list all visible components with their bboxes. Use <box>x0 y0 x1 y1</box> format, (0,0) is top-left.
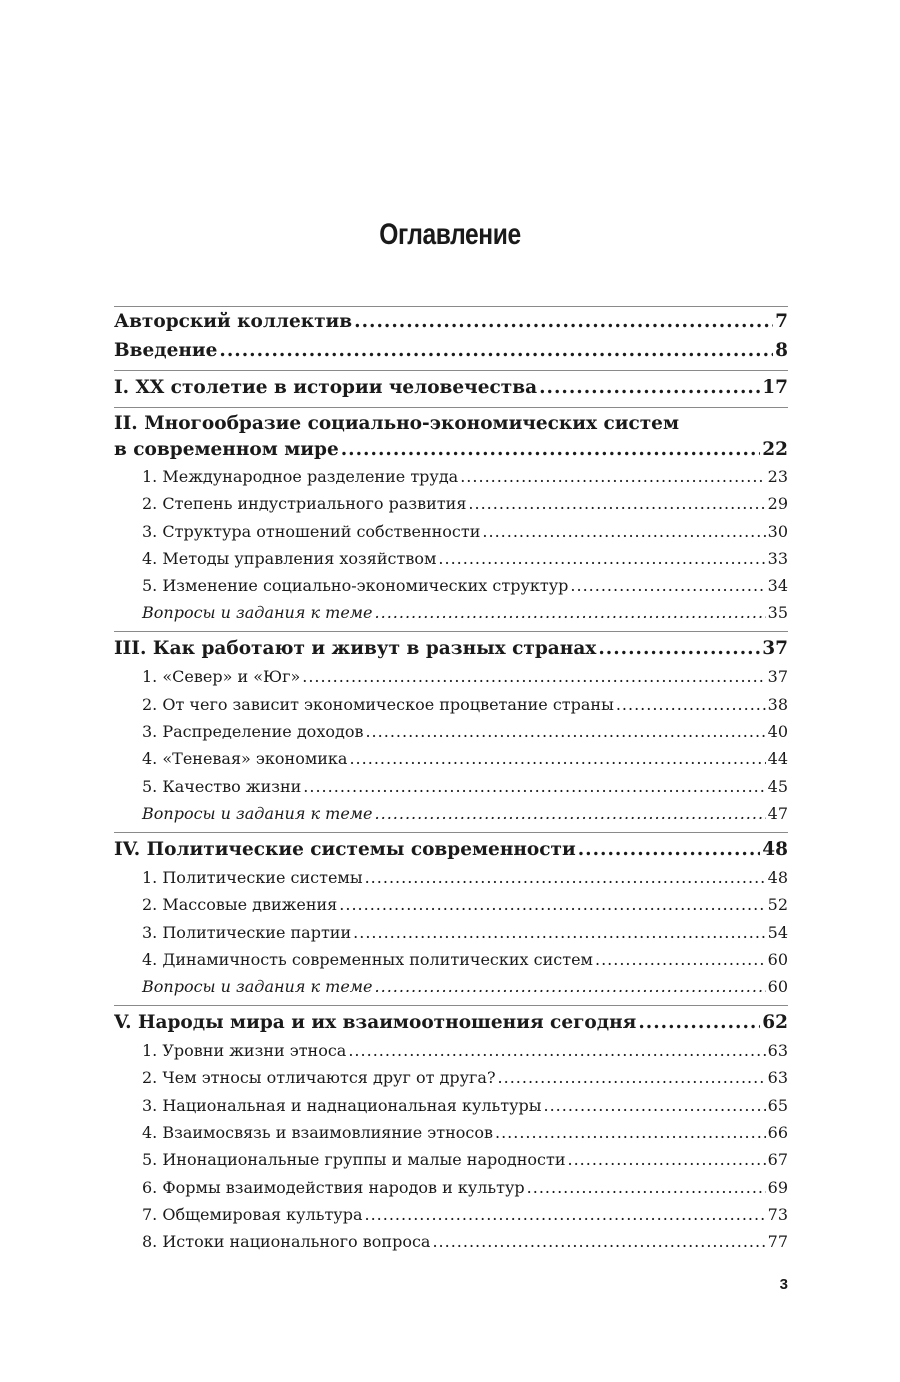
dot-leader <box>365 718 765 745</box>
dot-leader <box>482 518 765 545</box>
toc-chapter-heading[interactable] <box>114 835 788 864</box>
toc-questions-entry[interactable] <box>114 599 788 626</box>
toc-chapter-page: 22 <box>762 439 788 460</box>
toc-subentry-page: 63 <box>767 1068 788 1088</box>
toc-subentry-label: 2. Массовые движения <box>142 895 338 915</box>
toc-subentry-label: 5. Качество жизни <box>142 776 302 796</box>
toc-subentry-page: 37 <box>767 667 788 687</box>
toc-subentry[interactable] <box>114 518 788 545</box>
toc-questions-label: Вопросы и задания к теме <box>142 603 373 623</box>
toc-subentry[interactable] <box>114 864 788 891</box>
toc-chapter-title: V. Народы мира и их взаимоотношения сегодня <box>114 1012 637 1034</box>
toc-entry[interactable] <box>114 307 788 336</box>
toc-subentry[interactable] <box>114 1174 788 1201</box>
dot-leader <box>353 919 766 946</box>
toc-subentry-label: 2. Чем этносы отличаются друг от друга? <box>142 1068 496 1088</box>
toc-subentry-label: 1. Международное разделение труда <box>142 467 459 486</box>
dot-leader <box>438 545 765 572</box>
dot-leader <box>460 463 765 490</box>
dot-leader <box>375 973 766 1000</box>
toc-subentry[interactable] <box>114 891 788 918</box>
toc-entry-label: Авторский коллектив <box>114 311 353 332</box>
toc-front-matter <box>114 306 788 370</box>
toc-questions-page: 60 <box>767 977 788 997</box>
toc-subentry[interactable] <box>114 773 788 800</box>
toc-subentry-page: 23 <box>767 467 788 486</box>
toc-subentry-label: 5. Инонациональные группы и малые народности <box>142 1150 566 1170</box>
dot-leader <box>539 373 760 402</box>
toc-chapter-4 <box>114 832 788 1005</box>
toc-chapter-page: 37 <box>762 638 788 660</box>
toc-subentry[interactable] <box>114 718 788 745</box>
toc-subentry-label: 3. Структура отношений собственности <box>142 521 481 541</box>
toc-subentry[interactable] <box>114 1064 788 1091</box>
dot-leader <box>349 745 765 772</box>
dot-leader <box>616 691 766 718</box>
dot-leader <box>570 572 765 599</box>
page-title: Оглавление <box>379 218 521 251</box>
toc-subentry[interactable] <box>114 490 788 517</box>
toc-subentry-label: 4. Методы управления хозяйством <box>142 548 437 568</box>
toc-chapter-2 <box>114 407 788 631</box>
toc-subentry-page: 66 <box>767 1123 788 1143</box>
dot-leader <box>348 1037 765 1064</box>
dot-leader <box>303 773 765 800</box>
toc-subentry-page: 77 <box>767 1232 788 1252</box>
toc-entry[interactable] <box>114 336 788 365</box>
toc-chapter-title: I. XX столетие в истории человечества <box>114 377 538 398</box>
toc-subentry-label: 3. Распределение доходов <box>142 722 364 742</box>
toc-subentry-page: 73 <box>767 1204 788 1224</box>
dot-leader <box>375 800 766 827</box>
toc-subentry-page: 48 <box>767 867 788 887</box>
toc-subentry[interactable] <box>114 1146 788 1173</box>
page-number: 3 <box>779 1276 788 1293</box>
toc-subentry-label: 1. «Север» и «Юг» <box>142 667 301 687</box>
toc-questions-page: 47 <box>767 803 788 823</box>
toc-subentry-page: 29 <box>767 494 788 514</box>
toc-subentry-label: 6. Формы взаимодействия народов и культур <box>142 1177 525 1197</box>
toc-subentry-page: 65 <box>767 1095 788 1115</box>
toc-subentry[interactable] <box>114 1092 788 1119</box>
dot-leader <box>365 1201 766 1228</box>
toc-questions-label: Вопросы и задания к теме <box>142 803 373 823</box>
toc-subentry-page: 67 <box>767 1150 788 1170</box>
dot-leader <box>339 891 765 918</box>
dot-leader <box>527 1174 766 1201</box>
dot-leader <box>495 1119 766 1146</box>
toc-subentry-page: 54 <box>767 922 788 942</box>
dot-leader <box>638 1008 760 1037</box>
dot-leader <box>302 663 765 690</box>
dot-leader <box>354 307 773 336</box>
toc-chapter-title-line1[interactable]: II. Многообразие социально-экономических систем <box>114 413 680 434</box>
dot-leader <box>365 864 766 891</box>
toc-chapter-page: 62 <box>762 1012 788 1034</box>
toc-entry-label: Введение <box>114 340 218 361</box>
toc-questions-entry[interactable] <box>114 973 788 1000</box>
toc-chapter-page: 48 <box>762 838 788 860</box>
toc-chapter-5 <box>114 1005 788 1260</box>
toc-subentry[interactable] <box>114 1228 788 1255</box>
dot-leader <box>219 336 773 365</box>
toc-subentry[interactable] <box>114 572 788 599</box>
toc-subentry-page: 38 <box>767 694 788 714</box>
toc-subentry-label: 4. Взаимосвязь и взаимовлияние этносов <box>142 1123 493 1143</box>
dot-leader <box>598 634 760 663</box>
toc-subentry[interactable] <box>114 691 788 718</box>
dot-leader <box>498 1064 766 1091</box>
toc-chapter-heading[interactable] <box>114 634 788 663</box>
toc-subentry[interactable] <box>114 1201 788 1228</box>
toc-subentry-page: 40 <box>767 722 788 742</box>
toc-subentry[interactable] <box>114 1119 788 1146</box>
toc-subentry-page: 33 <box>767 548 788 568</box>
dot-leader <box>375 599 766 626</box>
toc-chapter-title: IV. Политические системы современности <box>114 838 576 860</box>
dot-leader <box>595 946 766 973</box>
toc-questions-label: Вопросы и задания к теме <box>142 977 373 997</box>
toc-chapter-3 <box>114 631 788 831</box>
toc-subentry-label: 5. Изменение социально-экономических структур <box>142 576 569 596</box>
toc-subentry[interactable] <box>114 1037 788 1064</box>
toc-chapter-heading[interactable] <box>114 1008 788 1037</box>
toc-subentry-label: 3. Национальная и наднациональная культуры <box>142 1095 542 1115</box>
toc-subentry-page: 30 <box>767 521 788 541</box>
dot-leader <box>578 835 761 864</box>
toc-subentry[interactable] <box>114 663 788 690</box>
dot-leader <box>468 490 765 517</box>
toc-subentry-page: 69 <box>767 1177 788 1197</box>
toc-subentry-label: 7. Общемировая культура <box>142 1204 363 1224</box>
toc-entry-page: 7 <box>775 311 788 332</box>
toc-chapter-title: III. Как работают и живут в разных странах <box>114 638 597 660</box>
toc-subentry-label: 2. От чего зависит экономическое процветание страны <box>142 694 614 714</box>
dot-leader <box>543 1092 765 1119</box>
toc-subentry-label: 2. Степень индустриального развития <box>142 494 467 514</box>
toc-subentry-label: 4. Динамичность современных политических систем <box>142 949 593 969</box>
table-of-contents <box>114 306 788 1261</box>
dot-leader <box>432 1228 765 1255</box>
toc-subentry-label: 8. Истоки национального вопроса <box>142 1232 431 1252</box>
toc-subentry-page: 63 <box>767 1041 788 1061</box>
toc-chapter-title: в современном мире <box>114 439 339 460</box>
toc-subentry-label: 4. «Теневая» экономика <box>142 749 348 769</box>
toc-questions-page: 35 <box>767 603 788 623</box>
dot-leader <box>568 1146 766 1173</box>
toc-subentry-label: 3. Политические партии <box>142 922 352 942</box>
toc-subentry-label: 1. Уровни жизни этноса <box>142 1041 347 1061</box>
toc-subentry-page: 45 <box>767 776 788 796</box>
toc-chapter-heading[interactable] <box>114 373 788 402</box>
toc-chapter-1 <box>114 370 788 407</box>
toc-subentry-page: 44 <box>767 749 788 769</box>
toc-chapter-page: 17 <box>762 377 788 398</box>
toc-subentry-label: 1. Политические системы <box>142 867 363 887</box>
toc-entry-page: 8 <box>775 340 788 361</box>
toc-subentry[interactable] <box>114 745 788 772</box>
toc-subentry-page: 52 <box>767 895 788 915</box>
toc-questions-entry[interactable] <box>114 800 788 827</box>
toc-subentry[interactable] <box>114 545 788 572</box>
toc-subentry-page: 60 <box>767 949 788 969</box>
toc-subentry-page: 34 <box>767 576 788 596</box>
toc-chapter-heading[interactable] <box>114 437 788 463</box>
toc-subentry[interactable] <box>114 919 788 946</box>
toc-subentry[interactable] <box>114 463 788 490</box>
dot-leader <box>341 437 761 463</box>
toc-subentry[interactable] <box>114 946 788 973</box>
